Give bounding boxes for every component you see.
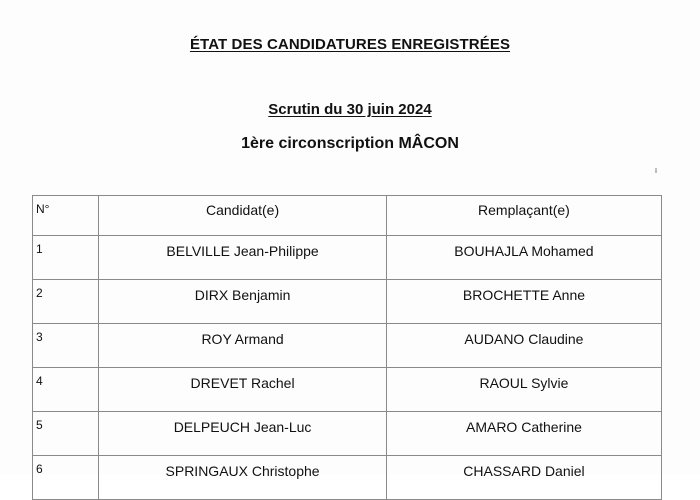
substitute-name: BROCHETTE Anne bbox=[386, 280, 661, 324]
candidate-name: DELPEUCH Jean-Luc bbox=[99, 412, 387, 456]
row-number: 1 bbox=[33, 236, 99, 280]
scan-mark bbox=[655, 168, 657, 173]
candidate-name: SPRINGAUX Christophe bbox=[99, 456, 387, 500]
table-row bbox=[33, 280, 662, 324]
row-number: 5 bbox=[33, 412, 99, 456]
substitute-name: AUDANO Claudine bbox=[386, 324, 661, 368]
table-row bbox=[33, 368, 662, 412]
substitute-name: BOUHAJLA Mohamed bbox=[386, 236, 661, 280]
row-number: 3 bbox=[33, 324, 99, 368]
table-row bbox=[33, 412, 662, 456]
substitute-name: AMARO Catherine bbox=[386, 412, 661, 456]
table-row bbox=[33, 236, 662, 280]
table-header-row bbox=[33, 196, 662, 236]
substitute-name: CHASSARD Daniel bbox=[386, 456, 661, 500]
header-remplacant: Remplaçant(e) bbox=[386, 196, 661, 236]
substitute-name: RAOUL Sylvie bbox=[386, 368, 661, 412]
circonscription-heading: 1ère circonscription MÂCON bbox=[241, 135, 459, 152]
candidate-name: DIRX Benjamin bbox=[99, 280, 387, 324]
table-row bbox=[33, 324, 662, 368]
header-no: N° bbox=[33, 196, 99, 236]
row-number: 2 bbox=[33, 280, 99, 324]
candidate-name: DREVET Rachel bbox=[99, 368, 387, 412]
candidate-name: ROY Armand bbox=[99, 324, 387, 368]
document-title: ÉTAT DES CANDIDATURES ENREGISTRÉES bbox=[189, 36, 511, 53]
row-number: 4 bbox=[33, 368, 99, 412]
candidates-table bbox=[32, 195, 662, 500]
header-candidat: Candidat(e) bbox=[99, 196, 387, 236]
scrutin-heading: Scrutin du 30 juin 2024 bbox=[268, 101, 432, 118]
table-row bbox=[33, 456, 662, 500]
row-number: 6 bbox=[33, 456, 99, 500]
candidate-name: BELVILLE Jean-Philippe bbox=[99, 236, 387, 280]
